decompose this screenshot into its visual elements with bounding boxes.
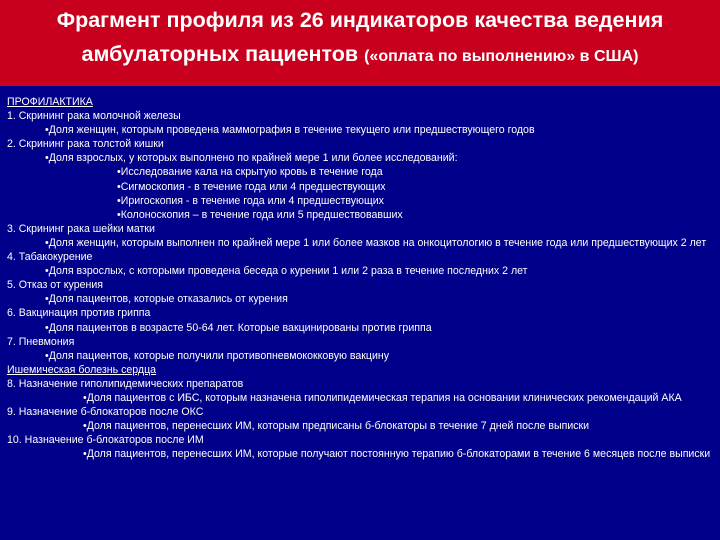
section-heading-prevention: ПРОФИЛАКТИКА — [7, 96, 93, 108]
indicator-detail: •Доля женщин, которым выполнен по крайней мере 1 или более мазков на онкоцитологию в течение года или предшествующих 2 лет — [45, 236, 707, 249]
indicator-item: 1. Скрининг рака молочной железы — [7, 110, 181, 123]
indicator-detail: •Доля пациентов, перенесших ИМ, которые получают постоянную терапию б-блокаторами в течение 6 месяцев после выписки — [83, 448, 711, 461]
indicator-item: 2. Скрининг рака толстой кишки — [7, 138, 164, 151]
indicator-detail: •Доля женщин, которым проведена маммография в течение текущего или предшествующего годов — [45, 124, 535, 137]
indicator-item: 6. Вакцинация против гриппа — [7, 307, 151, 320]
indicator-item: 4. Табакокурение — [7, 251, 93, 264]
indicator-item: 5. Отказ от курения — [7, 279, 103, 292]
indicator-subdetail: •Колоноскопия – в течение года или 5 предшествовавших — [117, 208, 403, 221]
indicator-item: 9. Назначение б-блокаторов после ОКС — [7, 406, 204, 419]
slide-title-line2-sub: («оплата по выполнению» в США) — [364, 48, 639, 65]
indicator-detail: •Доля взрослых, с которыми проведена беседа о курении 1 или 2 раза в течение последних 2 лет — [45, 265, 528, 278]
indicator-detail: •Доля пациентов, перенесших ИМ, которым предписаны б-блокаторы в течение 7 дней после выписки — [83, 420, 590, 433]
indicator-subdetail: •Сигмоскопия - в течение года или 4 предшествующих — [117, 180, 386, 193]
title-banner — [0, 0, 720, 86]
indicator-item: 10. Назначение б-блокаторов после ИМ — [7, 434, 204, 447]
indicator-item: 8. Назначение гиполипидемических препаратов — [7, 377, 244, 390]
indicator-detail: •Доля взрослых, у которых выполнено по крайней мере 1 или более исследований: — [45, 152, 458, 165]
section-heading-ihd: Ишемическая болезнь сердца — [7, 363, 157, 376]
indicator-subdetail: •Иригоскопия - в течение года или 4 предшествующих — [117, 194, 384, 207]
indicator-detail: •Доля пациентов с ИБС, которым назначена гиполипидемическая терапия на основании клинических рекомендаций АКА — [83, 391, 682, 404]
slide-title-line2 — [0, 42, 720, 67]
indicator-detail: •Доля пациентов, которые отказались от курения — [45, 293, 288, 306]
indicator-subdetail: •Исследование кала на скрытую кровь в течение года — [117, 166, 383, 179]
indicator-detail: •Доля пациентов в возрасте 50-64 лет. Которые вакцинированы против гриппа — [45, 321, 432, 334]
slide-title-line1: Фрагмент профиля из 26 индикаторов качества ведения — [56, 8, 664, 32]
indicator-item: 7. Пневмония — [7, 335, 75, 348]
indicator-detail: •Доля пациентов, которые получили противопневмококковую вакцину — [45, 349, 390, 362]
indicator-item: 3. Скрининг рака шейки матки — [7, 222, 155, 235]
slide-title-line2-main: амбулаторных пациентов — [81, 42, 359, 66]
indicator-list — [7, 95, 713, 461]
